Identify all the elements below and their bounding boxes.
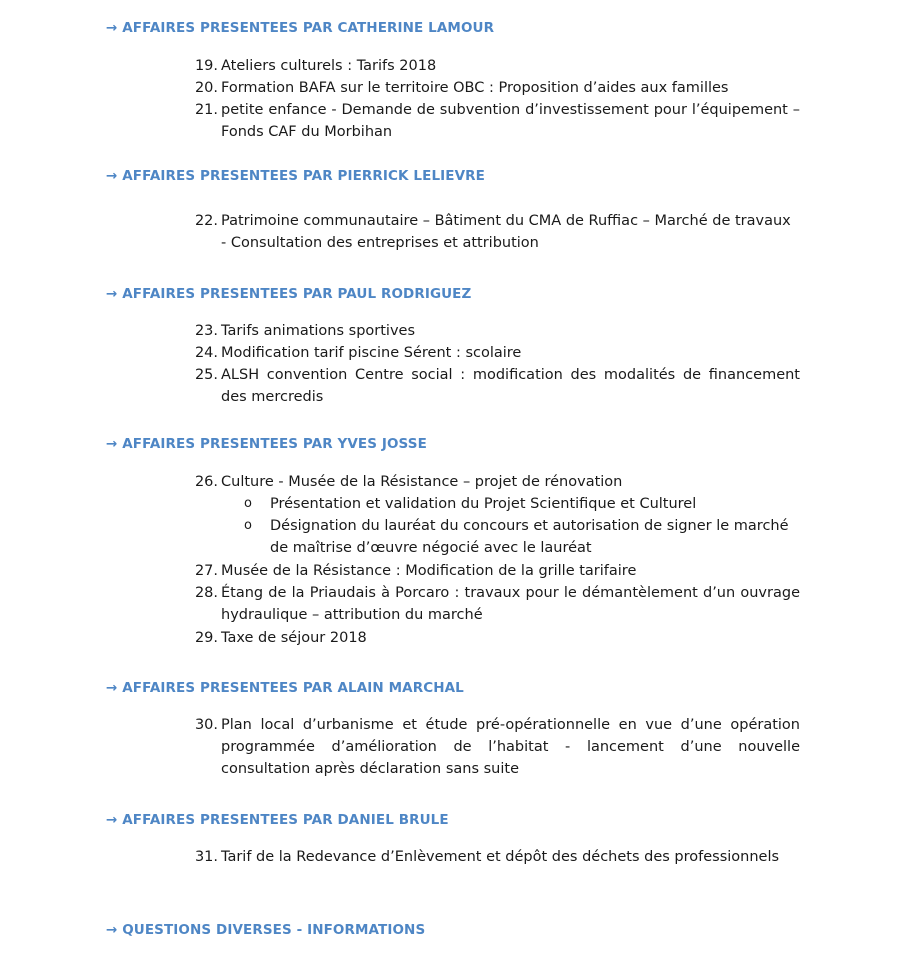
item-text: Tarifs animations sportives — [221, 323, 416, 339]
item-number: 27. — [194, 563, 218, 579]
item-text: Modification tarif piscine Sérent : scolaire — [221, 345, 522, 361]
item-number: 28. — [194, 585, 218, 601]
item-number: 20. — [194, 80, 218, 96]
item-text: Étang de la Priaudais à Porcaro : travaux pour le démantèlement d’un ouvrage hydraulique – attribution du marché — [221, 585, 800, 623]
section-heading-daniel-brule: → AFFAIRES PRESENTEES PAR DANIEL BRULE — [106, 812, 449, 828]
section-heading-paul-rodriguez: → AFFAIRES PRESENTEES PAR PAUL RODRIGUEZ — [106, 286, 472, 302]
item-text: Tarif de la Redevance d’Enlèvement et dépôt des déchets des professionnels — [221, 849, 780, 865]
section-heading-catherine-lamour: → AFFAIRES PRESENTEES PAR CATHERINE LAMOUR — [106, 20, 495, 36]
section-heading-yves-josse: → AFFAIRES PRESENTEES PAR YVES JOSSE — [106, 436, 427, 452]
item-text: petite enfance - Demande de subvention d’investissement pour l’équipement – Fonds CAF du Morbihan — [221, 102, 800, 140]
item-number: 29. — [194, 630, 218, 646]
item-number: 25. — [194, 367, 218, 383]
sub-item-bullet: o — [244, 496, 252, 511]
sub-item-text: Présentation et validation du Projet Scientifique et Culturel — [270, 496, 697, 512]
section-heading-questions-diverses: → QUESTIONS DIVERSES - INFORMATIONS — [106, 922, 426, 938]
item-number: 23. — [194, 323, 218, 339]
item-number: 21. — [194, 102, 218, 118]
sub-item-bullet: o — [244, 518, 252, 533]
item-text: Taxe de séjour 2018 — [221, 630, 367, 646]
section-heading-alain-marchal: → AFFAIRES PRESENTEES PAR ALAIN MARCHAL — [106, 680, 464, 696]
section-heading-pierrick-lelievre: → AFFAIRES PRESENTEES PAR PIERRICK LELIEVRE — [106, 168, 485, 184]
item-number: 22. — [194, 213, 218, 229]
item-number: 24. — [194, 345, 218, 361]
item-number: 30. — [194, 717, 218, 733]
item-number: 26. — [194, 474, 218, 490]
item-number: 19. — [194, 58, 218, 74]
item-text: Formation BAFA sur le territoire OBC : Proposition d’aides aux familles — [221, 80, 729, 96]
item-text: Culture - Musée de la Résistance – projet de rénovation — [221, 474, 623, 490]
item-text: Patrimoine communautaire – Bâtiment du CMA de Ruffiac – Marché de travaux - Consultation des entreprises et attribution — [221, 213, 791, 251]
item-text: ALSH convention Centre social : modification des modalités de financement des mercredis — [221, 367, 800, 405]
item-text: Musée de la Résistance : Modification de la grille tarifaire — [221, 563, 637, 579]
sub-item-text: Désignation du lauréat du concours et autorisation de signer le marché de maîtrise d’œuvre négocié avec le lauréat — [270, 518, 789, 556]
item-number: 31. — [194, 849, 218, 865]
item-text: Ateliers culturels : Tarifs 2018 — [221, 58, 437, 74]
item-text: Plan local d’urbanisme et étude pré-opérationnelle en vue d’une opération programmée d’amélioration de l’habitat - lancement d’une nouvelle consultation après déclaration sans suite — [221, 717, 800, 777]
